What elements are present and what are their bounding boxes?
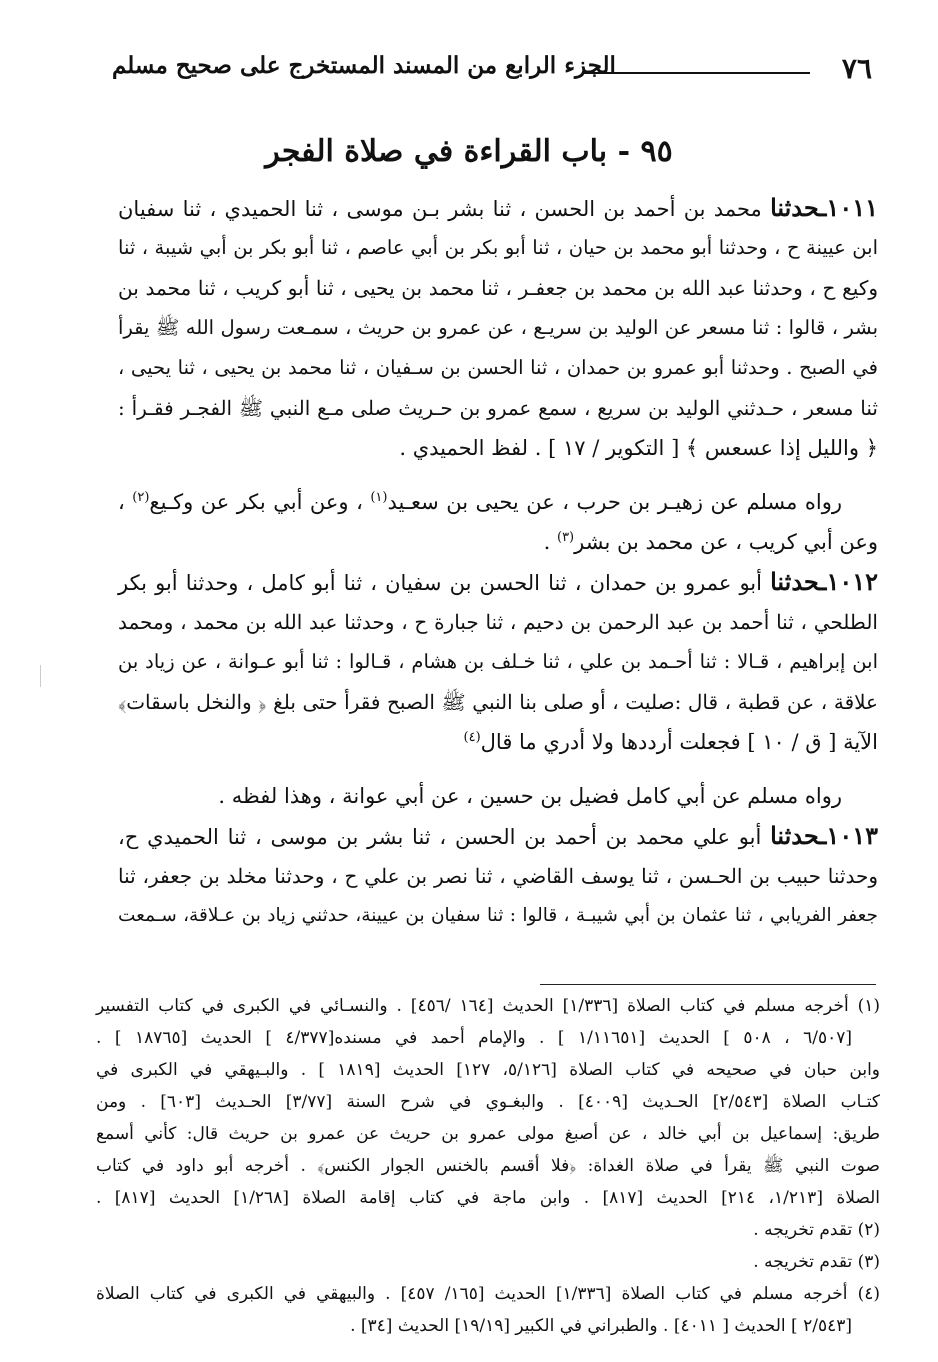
haddathana-label: حدثنا bbox=[770, 821, 820, 850]
hadith-text: الآية [ ق / ١٠ ] فجعلت أرددها ولا أدري ما قال bbox=[480, 730, 878, 754]
page-number: ٧٦ bbox=[841, 52, 872, 85]
haddathana-label: حدثنا bbox=[770, 567, 820, 596]
hadith-1012-line-3: ابن إبراهيم ، قـالا : ثنا أحـمد بن علي ، ثنا خـلف بن هشام ، قـالوا : ثنا أبو عـوانة ، عن زياد بن bbox=[118, 650, 878, 673]
footnote-1-line-5: طريق: إسماعيل بن أبي خالد ، عن أصبغ مولى عمرو بن حريث عن عمرو بن حريث قال: كأني أسمع bbox=[96, 1124, 880, 1144]
chapter-title: ٩٥ - باب القراءة في صلاة الفجر bbox=[265, 134, 673, 169]
hadith-1011-line-4: بشر ، قالوا : ثنا مسعر عن الوليد بن سريـع ، عن عمرو بن حريث ، سمـعت رسول الله ﷺ يقرأ bbox=[118, 316, 878, 339]
hadith-1013-line-1 bbox=[118, 816, 878, 856]
hadith-1012-line-2: الطلحي ، ثنا أحمد بن عبد الرحمن بن دحيم ، ثنا جبارة ح ، وحدثنا عبد الله بن محمد ، ومحمد bbox=[118, 610, 878, 634]
footnote-4-line-2: [٢/٥٤٣ ] الحديث [ ٤٠١١] . والطبراني في الكبير [١٩/١٩] الحديث [٣٤] . bbox=[350, 1316, 852, 1336]
footnote-ref-4[interactable]: (٤) bbox=[463, 730, 481, 745]
header-rule bbox=[582, 72, 810, 74]
footnotes bbox=[96, 990, 880, 1342]
hadith-text: أبو علي محمد بن أحمد بن الحسن ، ثنا بشر بن موسى ، ثنا الحميدي ح، bbox=[118, 825, 762, 849]
footnote-3: (٣) تقدم تخريجه . bbox=[753, 1252, 880, 1272]
hadith-1011-line-6: ثنا مسعر ، حـدثني الوليد بن سريع ، سمع عمرو بن حـريث صلى مـع النبي ﷺ الفجـر فقـرأ : bbox=[118, 396, 878, 420]
hadith-1011-line-2: ابن عيينة ح ، وحدثنا أبو محمد بن حيان ، ثنا أبو بكر بن أبي عاصم ، ثنا أبو بكر بن أبي شيبة ، ثنا bbox=[118, 236, 878, 259]
narration-text: رواه مسلم عن زهيـر بن حرب ، عن يحيى بن سعـيد bbox=[387, 490, 842, 514]
hadith-1012-narration: رواه مسلم عن أبي كامل فضيل بن حسين ، عن أبي عوانة ، وهذا لفظه . bbox=[218, 784, 842, 808]
running-title: الجزء الرابع من المسند المستخرج على صحيح مسلم bbox=[112, 52, 616, 79]
main-text bbox=[118, 188, 878, 936]
haddathana-label: حدثنا bbox=[770, 193, 820, 222]
hadith-1011-line-1 bbox=[118, 188, 878, 228]
narration-text: وعن أبي كريب ، عن محمد بن بشر bbox=[574, 530, 878, 554]
footnote-2: (٢) تقدم تخريجه . bbox=[753, 1220, 880, 1240]
footnote-1-line-4: كتـاب الصلاة [٢/٥٤٣] الحـديث [٤٠٠٩] . والبغـوي في شرح السنة [٣/٧٧] الحـديث [٦٠٣] . ومن bbox=[96, 1092, 881, 1112]
narration-text: ، وعن أبي بكر عن وكـيع bbox=[149, 490, 363, 514]
hadith-number: ١٠١١ـ bbox=[819, 193, 878, 222]
hadith-1011-narration-2: وعن أبي كريب ، عن محمد بن بشر$^{(٣)}$ . bbox=[543, 530, 878, 554]
hadith-number: ١٠١٣ـ bbox=[819, 821, 878, 850]
hadith-1011-line-5: في الصبح . وحدثنا أبو عمرو بن حمدان ، ثنا الحسن بن سـفيان ، ثنا محمد بن يحيى ، ثنا يحيى ، bbox=[118, 356, 878, 379]
hadith-1013-line-2: وحدثنا حبيب بن الحـسن ، ثنا يوسف القاضي ، ثنا نصر بن علي ح ، وحدثنا مخلد بن جعفر، ثنا bbox=[118, 864, 878, 888]
hadith-text: محمد بن أحمد بن الحسن ، ثنا بشر بـن موسى ، ثنا الحميدي ، ثنا سفيان bbox=[118, 197, 762, 221]
page-header bbox=[112, 48, 872, 96]
hadith-text: أبو عمرو بن حمدان ، ثنا الحسن بن سفيان ، ثنا أبو كامل ، وحدثنا أبو بكر bbox=[118, 571, 762, 595]
hadith-1012-line-1 bbox=[118, 562, 878, 602]
footnote-ref-3[interactable]: (٣) bbox=[556, 530, 575, 545]
footnote-1-line-1: (١) أخرجه مسلم في كتاب الصلاة [١/٣٣٦] الحديث [١٦٤ /٤٥٦] . والنسـائي في الكبرى في كتاب التفسير bbox=[96, 996, 881, 1016]
footnote-1-line-3: وابن حبان في صحيحه في كتاب الصلاة [٥/١٢٦، ١٢٧] الحديث [١٨١٩ ] . والبـيهقي في الكبرى في bbox=[96, 1060, 881, 1080]
hadith-1011-line-3: وكيع ح ، وحدثنا عبد الله بن محمد بن جعفـر ، ثنا محمد بن يحيى ، ثنا أبو كريب ، ثنا محمد بن bbox=[118, 276, 878, 300]
footnote-1-line-7: الصلاة [١/٢١٣، ٢١٤] الحديث [٨١٧] . وابن ماجة في كتاب إقامة الصلاة [١/٢٦٨] الحديث [٨١٧] . bbox=[96, 1188, 881, 1208]
hadith-1012-line-5 bbox=[118, 722, 878, 762]
footnote-separator bbox=[540, 984, 876, 985]
footnote-1-line-2: [٦/٥٠٧ ، ٥٠٨ ] الحديث [١/١١٦٥١ ] . والإمام أحمد في مسنده[٤/٣٧٧ ] الحديث [١٨٧٦٥ ] . bbox=[96, 1028, 853, 1048]
footnote-4-line-1: (٤) أخرجه مسلم في كتاب الصلاة [١/٣٣٦] الحديث [١٦٥/ ٤٥٧] . والبيهقي في الكبرى في كتاب الصلاة bbox=[96, 1284, 881, 1304]
margin-mark bbox=[40, 665, 41, 687]
hadith-1011-line-7: ﴿ والليل إذا عسعس ﴾ [ التكوير / ١٧ ] . لفظ الحميدي . bbox=[399, 436, 878, 460]
hadith-1012-line-4: علاقة ، عن قطبة ، قال :صليت ، أو صلى بنا النبي ﷺ الصبح فقرأ حتى بلغ ﴿ والنخل باسقات﴾ bbox=[118, 690, 878, 714]
hadith-1013-line-3: جعفر الفريابي ، ثنا عثمان بن أبي شيبـة ، قالوا : ثنا سفيان بن عيينة، حدثني زياد بن عـلاقة، سـمعت bbox=[118, 905, 878, 926]
footnote-ref-1[interactable]: (١) bbox=[370, 490, 388, 505]
footnote-ref-2[interactable]: (٢) bbox=[132, 490, 150, 505]
footnote-1-line-6: صوت النبي ﷺ يقرأ في صلاة الغداة: ﴿فلا أقسم بالخنس الجوار الكنس﴾ . أخرجه أبو داود في كتاب bbox=[96, 1156, 880, 1176]
hadith-1011-narration-1: رواه مسلم عن زهيـر بن حرب ، عن يحيى بن سعـيد$^{(١)}$ ، وعن أبي بكر عن وكـيع$^{(٢)}$ ، bbox=[118, 490, 842, 514]
hadith-number: ١٠١٢ـ bbox=[819, 567, 879, 596]
